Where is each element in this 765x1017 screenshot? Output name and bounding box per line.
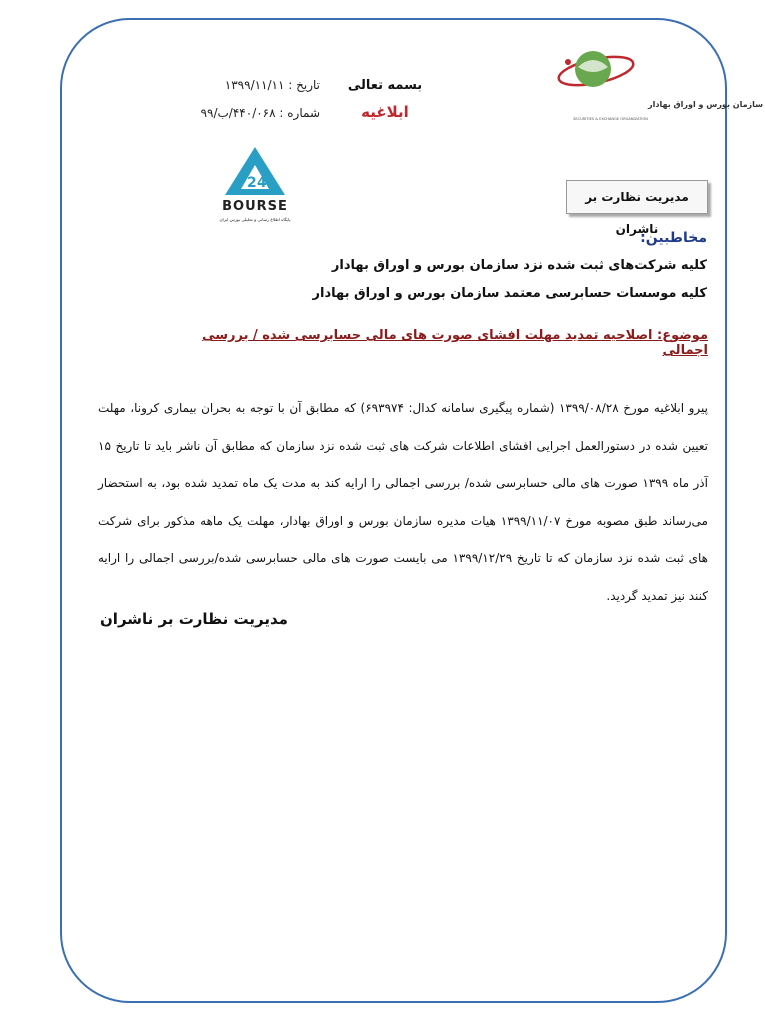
recipient-item: کلیه شرکت‌های ثبت شده نزد سازمان بورس و اوراق بهادار (331, 258, 707, 273)
org-logo (548, 45, 763, 135)
number-label: شماره : (279, 106, 320, 120)
department-box: مدیریت نظارت بر ناشران (566, 180, 708, 214)
body-paragraph: پیرو ابلاغیه مورخ ۱۳۹۹/۰۸/۲۸ (شماره پیگیری سامانه کدال: ۶۹۳۹۷۴) که مطابق آن با توجه به بحران بیماری کرونا، مهلت تعیین شده در دستورالعمل اجرایی افشای اطلاعات شرکت های ثبت شده نزد سازمان که مطابق آن ناشر باید تا تاریخ ۱۵ آذر ماه ۱۳۹۹ صورت های مالی حسابرسی شده/ بررسی اجمالی را ارایه کند به مدت یک ماه تمدید شده بود، به استحضار می‌رساند طبق مصوبه مورخ ۱۳۹۹/۱۱/۰۷ هیات مدیره سازمان بورس و اوراق بهادار، مهلت یک ماهه مذکور برای شرکت های ثبت شده نزد سازمان که تا تاریخ ۱۳۹۹/۱۲/۲۹ می بایست صورت های مالی حسابرسی شده/بررسی اجمالی را ارایه کنند نیز تمدید گردید. (98, 401, 709, 603)
recipients-title: مخاطبین: (640, 230, 707, 246)
org-logo-icon (548, 45, 763, 135)
bourse-logo-text: BOURSE (222, 199, 288, 214)
bourse-logo (205, 143, 305, 228)
svg-text:4: 4 (257, 175, 267, 191)
date-value: ۱۳۹۹/۱۱/۱۱ (224, 78, 285, 92)
bismillah: بسمه تعالی (347, 78, 423, 93)
org-logo-text: سازمان بورس و اوراق بهادار (648, 100, 763, 109)
date-line (120, 78, 320, 92)
recipient-item: کلیه موسسات حسابرسی معتمد سازمان بورس و اوراق بهادار (312, 286, 707, 301)
bourse-logo-icon (205, 143, 305, 228)
date-label: تاریخ : (288, 78, 320, 92)
bourse-logo-subtext: پایگاه اطلاع رسانی و تحلیلی بورس ایران (219, 217, 291, 222)
subject-line: موضوع: اصلاحیه تمدید مهلت افشای صورت های مالی حسابرسی شده / بررسی اجمالی (202, 328, 708, 358)
svg-text:2: 2 (247, 175, 257, 191)
signature: مدیریت نظارت بر ناشران (100, 610, 288, 628)
number-line (120, 106, 320, 120)
number-value: ۴۴۰/۰۶۸/ب/۹۹ (200, 106, 276, 120)
org-logo-subtext: SECURITIES & EXCHANGE ORGANIZATION (573, 117, 648, 121)
notice-type: ابلاغیه (361, 103, 409, 121)
